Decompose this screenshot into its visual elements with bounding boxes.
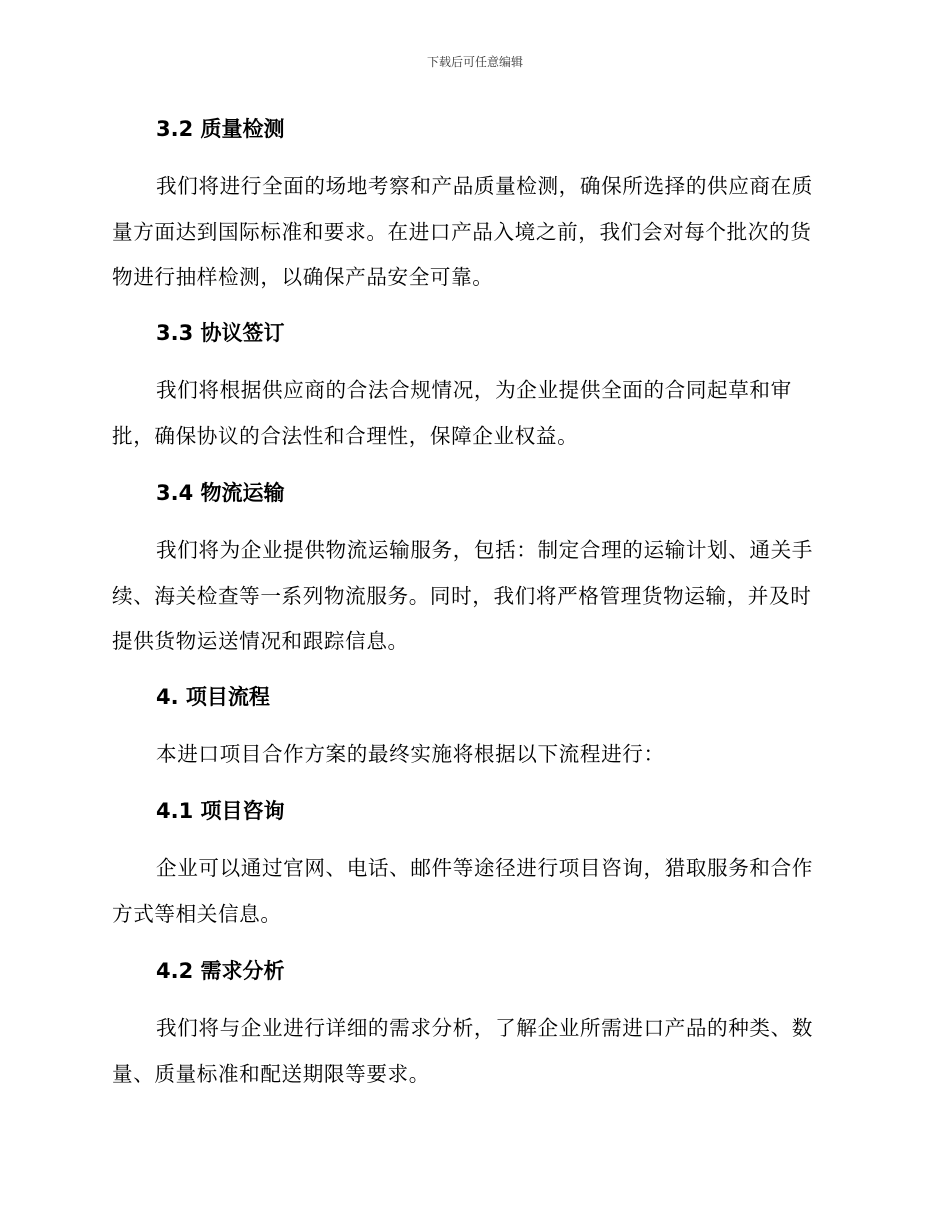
section-paragraph-4-2: 我们将与企业进行详细的需求分析，了解企业所需进口产品的种类、数量、质量标准和配送期限等要求。 bbox=[112, 1016, 814, 1086]
section-paragraph-3-2: 我们将进行全面的场地考察和产品质量检测，确保所选择的供应商在质量方面达到国际标准和要求。在进口产品入境之前，我们会对每个批次的货物进行抽样检测，以确保产品安全可靠。 bbox=[112, 174, 814, 289]
section-heading-4-2: 4.2 需求分析 bbox=[156, 959, 285, 983]
section-paragraph-4: 本进口项目合作方案的最终实施将根据以下流程进行： bbox=[156, 742, 665, 766]
section-heading-3-2: 3.2 质量检测 bbox=[156, 117, 285, 141]
section-paragraph-4-1: 企业可以通过官网、电话、邮件等途径进行项目咨询，猎取服务和合作方式等相关信息。 bbox=[112, 856, 814, 926]
section-heading-3-4: 3.4 物流运输 bbox=[156, 481, 285, 505]
page-header: 下载后可任意编辑 bbox=[426, 55, 523, 69]
section-paragraph-3-4: 我们将为企业提供物流运输服务，包括：制定合理的运输计划、通关手续、海关检查等一系列物流服务。同时，我们将严格管理货物运输，并及时提供货物运送情况和跟踪信息。 bbox=[112, 538, 814, 653]
section-heading-3-3: 3.3 协议签订 bbox=[156, 321, 285, 345]
section-paragraph-3-3: 我们将根据供应商的合法合规情况，为企业提供全面的合同起草和审批，确保协议的合法性和合理性，保障企业权益。 bbox=[112, 378, 792, 448]
section-heading-4-1: 4.1 项目咨询 bbox=[156, 799, 285, 823]
section-heading-4: 4. 项目流程 bbox=[156, 685, 270, 709]
